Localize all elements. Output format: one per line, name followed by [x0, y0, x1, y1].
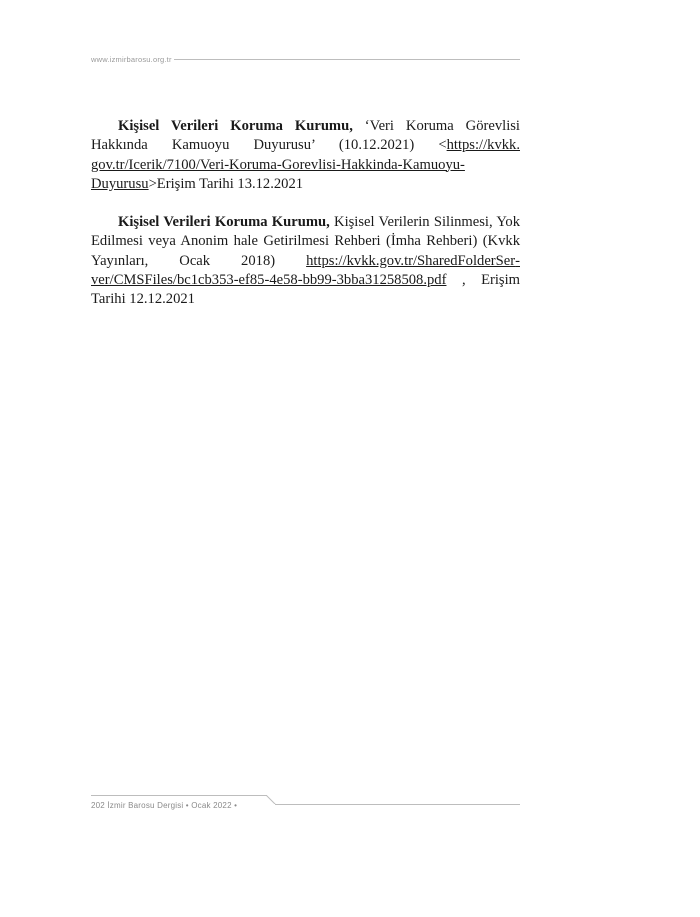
reference-author: Kişisel Verileri Koruma Kurumu,: [118, 118, 353, 134]
reference-author: Kişisel Verileri Koruma Kurumu,: [118, 214, 330, 231]
reference-access-date: >Erişim Tarihi 13.12.2021: [148, 175, 304, 192]
page-footer: [91, 795, 520, 815]
reference-text: Kişisel Verilerin Silinmesi, Yok Edilmesi veya Anonim hale Getirilmesi Rehberi (İmha Rehberi) (Kvkk Yayınları, Ocak 2018): [91, 214, 521, 269]
footer-rule-left: [91, 795, 267, 796]
reference-entry-1: [91, 117, 520, 194]
footer-page-info: 202 İzmir Barosu Dergisi • Ocak 2022 •: [91, 801, 238, 810]
reference-text: ‘Veri Koruma Görevlisi Hakkında Kamuoyu Duyurusu’ (10.12.2021) <: [91, 118, 520, 154]
references-list: [91, 117, 520, 329]
page-header: [91, 52, 520, 66]
reference-link[interactable]: https://kvkk.gov.tr/SharedFolderServer/CMSFiles/bc1cb353-ef85-4e58-bb99-3bba31258508.pdf: [91, 252, 520, 289]
reference-entry-2: [91, 213, 520, 309]
footer-rule-right: [275, 804, 520, 805]
header-url[interactable]: www.izmirbarosu.org.tr: [91, 54, 172, 64]
reference-access-date: , Erişim Tarihi 12.12.2021: [91, 272, 520, 308]
reference-link[interactable]: https://kvkk.​gov.tr/Icerik/7100/Veri-Koruma-Gorevlisi-Hakkinda-Kamuoyu-​Duyurusu: [91, 137, 520, 192]
footer-rule-slant: [266, 795, 276, 804]
header-rule: [174, 59, 520, 60]
